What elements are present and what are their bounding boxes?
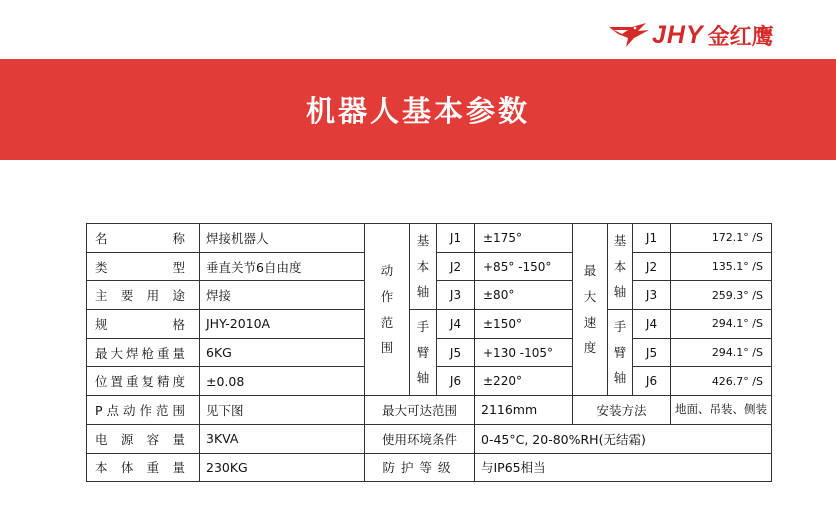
table-row xyxy=(87,424,772,453)
motion-value-j4: ±150° xyxy=(475,310,573,339)
spec-label-usage: 主要用途 xyxy=(87,281,200,310)
spec-label-protection: 防护等级 xyxy=(365,453,475,482)
speed-value-j6: 426.7° /S xyxy=(671,367,772,396)
speed-axis-j3: J3 xyxy=(633,281,671,310)
speed-basic-axis-label: 基 本 轴 xyxy=(608,224,633,310)
spec-value-p-range: 见下图 xyxy=(200,396,365,425)
speed-axis-j2: J2 xyxy=(633,252,671,281)
spec-label-type: 类型 xyxy=(87,252,200,281)
spec-value-weight: 230KG xyxy=(200,453,365,482)
motion-range-label: 动 作 范 围 xyxy=(365,224,410,396)
spec-label-name: 名称 xyxy=(87,224,200,253)
motion-axis-j3: J3 xyxy=(437,281,475,310)
speed-axis-j6: J6 xyxy=(633,367,671,396)
speed-axis-j1: J1 xyxy=(633,224,671,253)
spec-value-protection: 与IP65相当 xyxy=(475,453,772,482)
motion-value-j1: ±175° xyxy=(475,224,573,253)
speed-wrist-axis-label: 手 臂 轴 xyxy=(608,310,633,396)
motion-basic-axis-label: 基 本 轴 xyxy=(410,224,437,310)
spec-value-model: JHY-2010A xyxy=(200,310,365,339)
motion-value-j2: +85° -150° xyxy=(475,252,573,281)
motion-value-j3: ±80° xyxy=(475,281,573,310)
spec-value-environment: 0-45°C, 20-80%RH(无结霜) xyxy=(475,424,772,453)
logo-text-latin: JHY xyxy=(652,20,704,49)
spec-label-model: 规格 xyxy=(87,310,200,339)
motion-wrist-axis-label: 手 臂 轴 xyxy=(410,310,437,396)
brand-logo xyxy=(608,18,818,52)
logo-text-cjk: 金红鹰 xyxy=(707,24,774,50)
spec-label-power: 电源容量 xyxy=(87,424,200,453)
speed-value-j5: 294.1° /S xyxy=(671,338,772,367)
title-banner xyxy=(0,59,836,160)
speed-value-j3: 259.3° /S xyxy=(671,281,772,310)
speed-value-j4: 294.1° /S xyxy=(671,310,772,339)
spec-value-power: 3KVA xyxy=(200,424,365,453)
speed-axis-j5: J5 xyxy=(633,338,671,367)
speed-value-j1: 172.1° /S xyxy=(671,224,772,253)
spec-label-mounting: 安装方法 xyxy=(573,396,671,425)
motion-value-j6: ±220° xyxy=(475,367,573,396)
motion-axis-j1: J1 xyxy=(437,224,475,253)
spec-label-max-load: 最大焊枪重量 xyxy=(87,338,200,367)
spec-label-p-range: P点动作范围 xyxy=(87,396,200,425)
spec-value-reach: 2116mm xyxy=(475,396,573,425)
motion-axis-j2: J2 xyxy=(437,252,475,281)
motion-axis-j6: J6 xyxy=(437,367,475,396)
spec-value-name: 焊接机器人 xyxy=(200,224,365,253)
table-row xyxy=(87,396,772,425)
speed-axis-j4: J4 xyxy=(633,310,671,339)
motion-value-j5: +130 -105° xyxy=(475,338,573,367)
spec-value-usage: 焊接 xyxy=(200,281,365,310)
speed-value-j2: 135.1° /S xyxy=(671,252,772,281)
spec-label-reach: 最大可达范围 xyxy=(365,396,475,425)
table-row xyxy=(87,224,772,253)
spec-value-repeatability: ±0.08 xyxy=(200,367,365,396)
spec-label-repeatability: 位置重复精度 xyxy=(87,367,200,396)
spec-value-type: 垂直关节6自由度 xyxy=(200,252,365,281)
table-row xyxy=(87,453,772,482)
spec-label-environment: 使用环境条件 xyxy=(365,424,475,453)
spec-table xyxy=(86,223,772,482)
spec-label-weight: 本体重量 xyxy=(87,453,200,482)
max-speed-label: 最 大 速 度 xyxy=(573,224,608,396)
eagle-logo-icon xyxy=(608,21,650,49)
spec-value-max-load: 6KG xyxy=(200,338,365,367)
table-row xyxy=(87,310,772,339)
page-title: 机器人基本参数 xyxy=(305,94,530,128)
motion-axis-j4: J4 xyxy=(437,310,475,339)
spec-value-mounting: 地面、吊装、侧装 xyxy=(671,396,772,425)
motion-axis-j5: J5 xyxy=(437,338,475,367)
